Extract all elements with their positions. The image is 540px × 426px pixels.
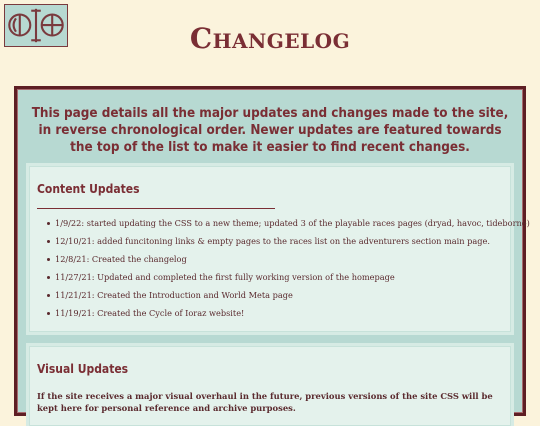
visual-updates-section: [29, 346, 511, 426]
content-updates-list: [37, 218, 530, 318]
list-item: 12/10/21: added funcitoning links & empty pages to the races list on the adventurers section main page.: [47, 237, 503, 246]
section-divider: [37, 208, 275, 209]
content-updates-heading: Content Updates: [37, 182, 140, 196]
content-updates-section: [29, 166, 530, 332]
list-item: 12/8/21: Created the changelog: [47, 255, 503, 264]
main-panel: [14, 86, 530, 416]
list-item: 11/19/21: Created the Cycle of Ioraz website!: [47, 309, 503, 318]
intro-text: This page details all the major updates and changes made to the site, in reverse chronological order. Newer updates are featured towards the top of the list to make it easier to find recent changes.: [31, 106, 509, 155]
visual-updates-heading: Visual Updates: [37, 362, 129, 376]
page-title: Changelog: [189, 22, 351, 55]
list-item: 11/21/21: Created the Introduction and World Meta page: [47, 291, 503, 300]
visual-updates-description: If the site receives a major visual overhaul in the future, previous versions of the site CSS will be kept here for personal reference and archive purposes.: [37, 391, 493, 413]
list-item: 1/9/22: started updating the CSS to a new theme; updated 3 of the playable races pages (dryad, havoc, tideborne): [47, 219, 503, 228]
list-item: 11/27/21: Updated and completed the first fully working version of the homepage: [47, 273, 503, 282]
